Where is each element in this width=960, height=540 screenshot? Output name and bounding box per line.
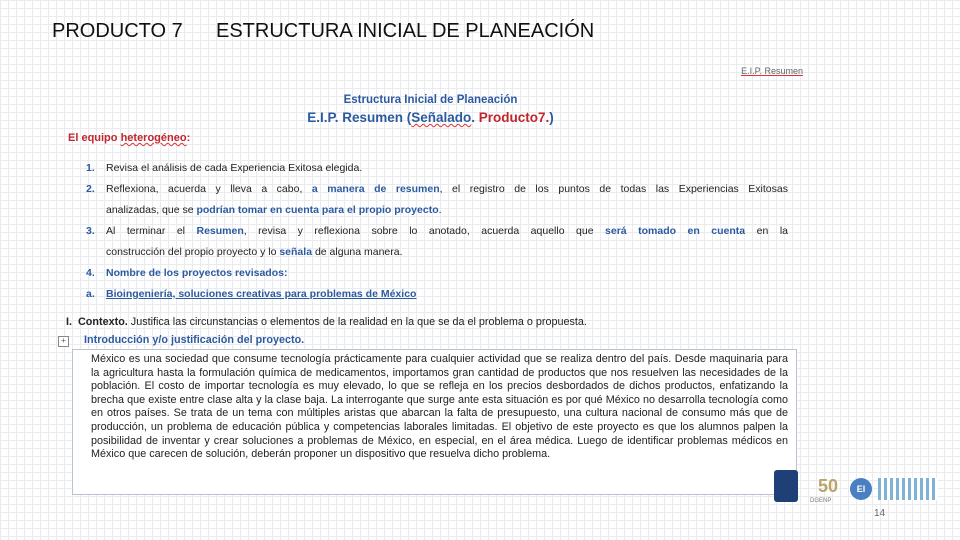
justification-box xyxy=(72,349,797,495)
list-item: 2. Reflexiona, acuerda y lleva a cabo, a manera de resumen, el registro de los puntos de todas las Experiencias Exitosas xyxy=(86,183,788,195)
slide-header xyxy=(52,20,595,43)
justification-text: México es una sociedad que consume tecnología prácticamente para cualquier actividad que se realiza dentro del país. Desde maquinaria para la agricultura hasta la formulación química de medicamentos, importamos gran cantidad de productos que nos resuelven las necesidades de la población. El costo de importar tecnología es muy elevado, lo que se refleja en los precios desbordados de dichos productos, enfatizando la brecha que existe entre clase alta y la clase baja. La interrogante que surge ante esta situación es por qué México no desarrolla tecnología como en otros países. Se trata de un tema con múltiples aristas que abarcan la falta de presupuesto, una cultura nacional de consumo más que de producción, un problema de educación pública y competencias laborales limitadas. El objetivo de este proyecto es que los alumnos palpen la posibilidad de inventar y crear soluciones a problemas de México, en especial, en el área médica. Luego de identificar problemas médicos en México que carecen de solución, deberán proponer un dispositivo que resuelva dicho problema. xyxy=(91,353,788,461)
product-label: PRODUCTO 7 xyxy=(52,20,183,42)
list-item-cont: construcción del propio proyecto y lo señala de alguna manera. xyxy=(106,246,403,258)
circle-logo-icon: El xyxy=(850,478,872,500)
team-heading: El equipo heterogéneo: xyxy=(68,132,191,144)
doc-title: Estructura Inicial de Planeación xyxy=(343,94,518,106)
corner-label: E.I.P. Resumen xyxy=(741,66,803,76)
unam-shield-icon xyxy=(774,470,798,502)
document-image xyxy=(58,58,803,503)
project-name: Bioingeniería, soluciones creativas para problemas de México xyxy=(106,288,417,300)
table-move-handle-icon[interactable]: + xyxy=(58,336,69,347)
list-item: 3. Al terminar el Resumen, revisa y reflexiona sobre lo anotado, acuerda aquello que será tomado en cuenta en la xyxy=(86,225,788,237)
instruction-list xyxy=(86,158,788,305)
intro-heading: Introducción y/o justificación del proyecto. xyxy=(84,334,305,346)
doc-subtitle: E.I.P. Resumen (Señalado. Producto7.) xyxy=(307,110,554,125)
context-heading: I. Contexto. Justifica las circunstancias o elementos de la realidad en la que se da el problema o propuesta. xyxy=(66,316,587,328)
list-item: 1. Revisa el análisis de cada Experiencia Exitosa elegida. xyxy=(86,162,363,174)
dgenp-logo-text: DGENP xyxy=(810,498,832,504)
list-item: a. Bioingeniería, soluciones creativas para problemas de México xyxy=(86,288,417,300)
fifty-years-logo: 50 xyxy=(817,476,839,496)
page-number: 14 xyxy=(874,508,886,519)
slide-title: ESTRUCTURA INICIAL DE PLANEACIÓN xyxy=(216,20,595,42)
stripes-logo-icon xyxy=(878,478,938,500)
list-item: 4. Nombre de los proyectos revisados: xyxy=(86,267,288,279)
list-item-cont: analizadas, que se podrían tomar en cuenta para el propio proyecto. xyxy=(106,204,442,216)
logos-panel xyxy=(770,462,942,520)
